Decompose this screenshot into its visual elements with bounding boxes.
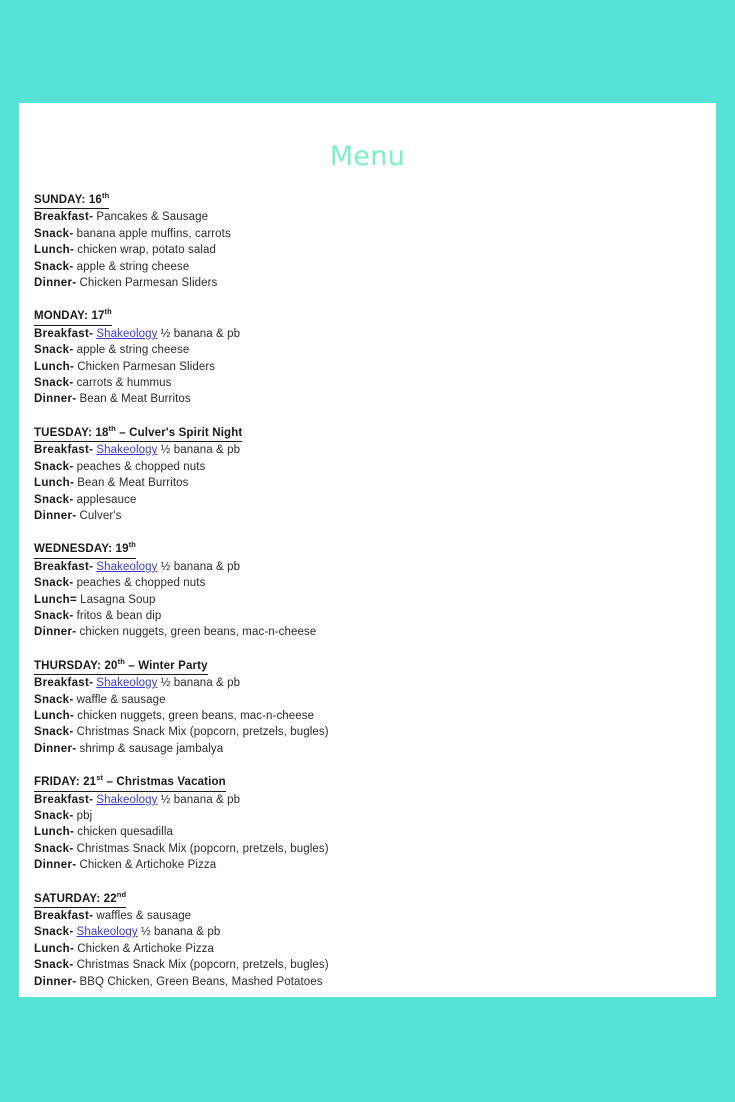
meal-line <box>34 226 694 242</box>
day-block-tuesday <box>34 423 694 524</box>
meal-separator: - <box>72 626 77 639</box>
meal-line <box>34 359 694 375</box>
shakeology-link[interactable]: Shakeology <box>96 793 158 806</box>
day-name: TUESDAY: <box>34 426 96 439</box>
day-date-number: 17 <box>91 310 105 323</box>
meal-separator: - <box>70 477 74 490</box>
day-heading-tuesday <box>34 425 242 442</box>
meal-label: Dinner <box>34 393 73 406</box>
menu-card <box>19 103 716 997</box>
meal-separator: - <box>69 609 74 622</box>
meal-separator: - <box>69 810 74 822</box>
meal-description: Christmas Snack Mix (popcorn, pretzels, bugles) <box>73 959 329 972</box>
meal-label: Dinner <box>34 626 73 639</box>
meal-description: chicken nuggets, green beans, mac-n-cheese <box>76 626 317 639</box>
meal-description: applesauce <box>73 493 137 506</box>
meal-description: Chicken & Artichoke Pizza <box>73 942 214 955</box>
meal-separator: - <box>69 726 74 739</box>
meal-label: Snack <box>34 693 70 706</box>
meal-separator: - <box>69 577 74 590</box>
meal-line <box>34 508 694 524</box>
day-block-wednesday <box>34 539 694 640</box>
meal-label: Snack <box>34 377 70 390</box>
day-name: SATURDAY: <box>34 892 104 905</box>
meal-label: Breakfast <box>34 793 90 806</box>
meal-description: waffle & sausage <box>73 693 166 706</box>
meal-description: peaches & chopped nuts <box>73 577 206 590</box>
meal-label: Snack <box>34 227 70 240</box>
meal-separator: - <box>69 260 74 273</box>
meal-description: peaches & chopped nuts <box>73 460 206 473</box>
meal-line <box>34 492 694 508</box>
meal-line <box>34 242 694 258</box>
meal-separator: - <box>89 910 94 923</box>
meal-label: Lunch <box>34 360 70 373</box>
meal-line <box>34 459 694 475</box>
meal-label: Snack <box>34 726 70 739</box>
meal-line <box>34 708 694 724</box>
day-name: FRIDAY: <box>34 776 84 789</box>
day-name: SUNDAY: <box>34 194 89 206</box>
meal-separator: - <box>70 244 74 257</box>
meal-description: pbj <box>73 810 93 822</box>
meal-separator: - <box>72 742 77 755</box>
meal-description: Bean & Meat Burritos <box>76 393 191 406</box>
meal-label: Snack <box>34 260 70 273</box>
meal-line <box>34 792 694 808</box>
meal-description: Chicken & Artichoke Pizza <box>76 859 217 872</box>
meal-label: Snack <box>34 810 70 822</box>
day-date-suffix: th <box>117 656 125 666</box>
meal-line <box>34 559 694 575</box>
meal-label: Snack <box>34 959 70 972</box>
day-block-saturday <box>34 889 694 990</box>
meal-label: Lunch <box>34 593 70 606</box>
meal-separator: - <box>72 975 77 988</box>
meal-line <box>34 592 694 608</box>
meal-line <box>34 475 694 491</box>
meal-description: BBQ Chicken, Green Beans, Mashed Potatoes <box>76 975 323 988</box>
meal-line <box>34 908 694 924</box>
meal-description: waffles & sausage <box>93 910 192 923</box>
day-date-suffix: th <box>108 424 116 434</box>
meal-separator: - <box>72 393 77 406</box>
meal-separator: - <box>89 793 94 806</box>
meal-separator: - <box>69 460 74 473</box>
day-date-suffix: nd <box>116 889 127 899</box>
meal-separator: - <box>69 693 74 706</box>
meal-label: Snack <box>34 926 70 939</box>
meal-separator: - <box>89 560 94 573</box>
meal-description: fritos & bean dip <box>73 609 162 622</box>
meal-description: chicken wrap, potato salad <box>73 244 216 257</box>
meal-separator: - <box>89 327 94 340</box>
day-date-suffix: th <box>128 540 137 550</box>
meal-description: ½ banana & pb <box>157 444 241 457</box>
meal-description: Chicken Parmesan Sliders <box>73 360 216 373</box>
day-date-number: 16 <box>88 194 102 206</box>
meal-separator: = <box>70 593 77 606</box>
meal-line <box>34 824 694 840</box>
meal-label: Snack <box>34 577 70 590</box>
meal-line <box>34 608 694 624</box>
meal-line <box>34 342 694 358</box>
meal-label: Dinner <box>34 509 73 522</box>
day-block-friday <box>34 772 694 873</box>
meal-line <box>34 575 694 591</box>
meal-label: Snack <box>34 609 70 622</box>
meal-description: Christmas Snack Mix (popcorn, pretzels, bugles) <box>73 842 329 855</box>
shakeology-link[interactable]: Shakeology <box>96 327 158 340</box>
meal-line <box>34 941 694 957</box>
day-heading-friday <box>34 774 226 791</box>
meal-label: Lunch <box>34 826 70 839</box>
shakeology-link[interactable]: Shakeology <box>76 926 138 939</box>
meal-line <box>34 974 694 990</box>
meal-label: Lunch <box>34 709 70 722</box>
meal-line <box>34 724 694 740</box>
day-heading-sunday <box>34 192 109 209</box>
meal-separator: - <box>72 859 77 872</box>
day-heading-thursday <box>34 658 208 675</box>
meal-description: banana apple muffins, carrots <box>73 227 231 240</box>
meal-description: ½ banana & pb <box>157 793 241 806</box>
shakeology-link[interactable]: Shakeology <box>96 444 158 457</box>
meal-description: Bean & Meat Burritos <box>73 477 189 490</box>
day-date-number: 18 <box>95 426 109 439</box>
meal-label: Breakfast <box>34 560 90 573</box>
day-date-suffix: th <box>101 191 110 201</box>
meal-label: Snack <box>34 493 70 506</box>
meal-description: Culver's <box>76 509 122 522</box>
meal-separator: - <box>69 377 74 390</box>
meal-line <box>34 209 694 225</box>
day-date-number: 20 <box>104 659 118 672</box>
shakeology-link[interactable]: Shakeology <box>96 560 158 573</box>
meal-description: chicken nuggets, green beans, mac-n-cheese <box>73 709 315 722</box>
meal-separator: - <box>70 709 74 722</box>
meal-line <box>34 259 694 275</box>
meal-separator: - <box>69 493 74 506</box>
meal-description: Lasagna Soup <box>76 593 156 606</box>
meal-line <box>34 375 694 391</box>
meal-line <box>34 857 694 873</box>
meal-label: Snack <box>34 344 70 357</box>
meal-line <box>34 741 694 757</box>
meal-description: Chicken Parmesan Sliders <box>76 277 218 290</box>
day-event-label: – Culver's Spirit Night <box>115 426 243 439</box>
meal-separator: - <box>69 227 74 240</box>
meal-label: Breakfast <box>34 444 90 457</box>
shakeology-link[interactable]: Shakeology <box>96 677 158 690</box>
meal-label: Lunch <box>34 942 70 955</box>
menu-day-list <box>34 190 694 990</box>
meal-description: Christmas Snack Mix (popcorn, pretzels, bugles) <box>73 726 329 739</box>
meal-label: Snack <box>34 460 70 473</box>
day-event-label: – Christmas Vacation <box>103 776 226 789</box>
day-heading-wednesday <box>34 541 136 558</box>
day-block-thursday <box>34 656 694 757</box>
meal-label: Lunch <box>34 477 70 490</box>
day-name: WEDNESDAY: <box>34 543 116 556</box>
meal-label: Breakfast <box>34 211 90 224</box>
meal-label: Breakfast <box>34 910 90 923</box>
meal-separator: - <box>69 842 74 855</box>
meal-separator: - <box>70 942 74 955</box>
day-heading-monday <box>34 308 112 325</box>
meal-separator: - <box>89 211 94 224</box>
meal-description: chicken quesadilla <box>73 826 174 839</box>
meal-separator: - <box>69 926 74 939</box>
day-heading-saturday <box>34 891 126 908</box>
meal-label: Dinner <box>34 859 73 872</box>
meal-label: Dinner <box>34 277 73 290</box>
meal-description: ½ banana & pb <box>137 926 221 939</box>
meal-description: ½ banana & pb <box>157 560 241 573</box>
meal-description: shrimp & sausage jambalya <box>76 742 224 755</box>
day-block-monday <box>34 306 694 407</box>
meal-line <box>34 675 694 691</box>
meal-line <box>34 275 694 291</box>
meal-line <box>34 326 694 342</box>
meal-line <box>34 924 694 940</box>
meal-description: apple & string cheese <box>73 260 190 273</box>
meal-line <box>34 391 694 407</box>
meal-separator: - <box>89 444 94 457</box>
meal-separator: - <box>70 360 74 373</box>
meal-label: Dinner <box>34 975 73 988</box>
meal-line <box>34 957 694 973</box>
meal-separator: - <box>72 277 77 290</box>
page-title: Menu <box>329 141 406 172</box>
day-date-number: 19 <box>115 543 129 556</box>
meal-label: Breakfast <box>34 677 90 690</box>
meal-label: Snack <box>34 842 70 855</box>
meal-line <box>34 808 694 824</box>
meal-line <box>34 442 694 458</box>
meal-description: carrots & hummus <box>73 377 172 390</box>
day-block-sunday <box>34 190 694 291</box>
day-name: MONDAY: <box>34 310 92 323</box>
meal-separator: - <box>69 959 74 972</box>
day-event-label: – Winter Party <box>125 659 208 672</box>
day-name: THURSDAY: <box>34 659 105 672</box>
day-date-suffix: st <box>96 773 104 783</box>
day-date-number: 22 <box>103 892 117 905</box>
meal-line <box>34 841 694 857</box>
day-date-suffix: th <box>104 307 112 317</box>
meal-separator: - <box>70 826 74 839</box>
meal-description: Pancakes & Sausage <box>93 211 209 224</box>
meal-description: ½ banana & pb <box>157 677 241 690</box>
meal-line <box>34 692 694 708</box>
meal-line <box>34 624 694 640</box>
meal-separator: - <box>72 509 77 522</box>
day-date-number: 21 <box>83 776 97 789</box>
meal-label: Dinner <box>34 742 73 755</box>
meal-description: apple & string cheese <box>73 344 190 357</box>
meal-label: Breakfast <box>34 327 90 340</box>
meal-label: Lunch <box>34 244 70 257</box>
meal-separator: - <box>69 344 74 357</box>
meal-separator: - <box>89 677 94 690</box>
meal-description: ½ banana & pb <box>157 327 241 340</box>
